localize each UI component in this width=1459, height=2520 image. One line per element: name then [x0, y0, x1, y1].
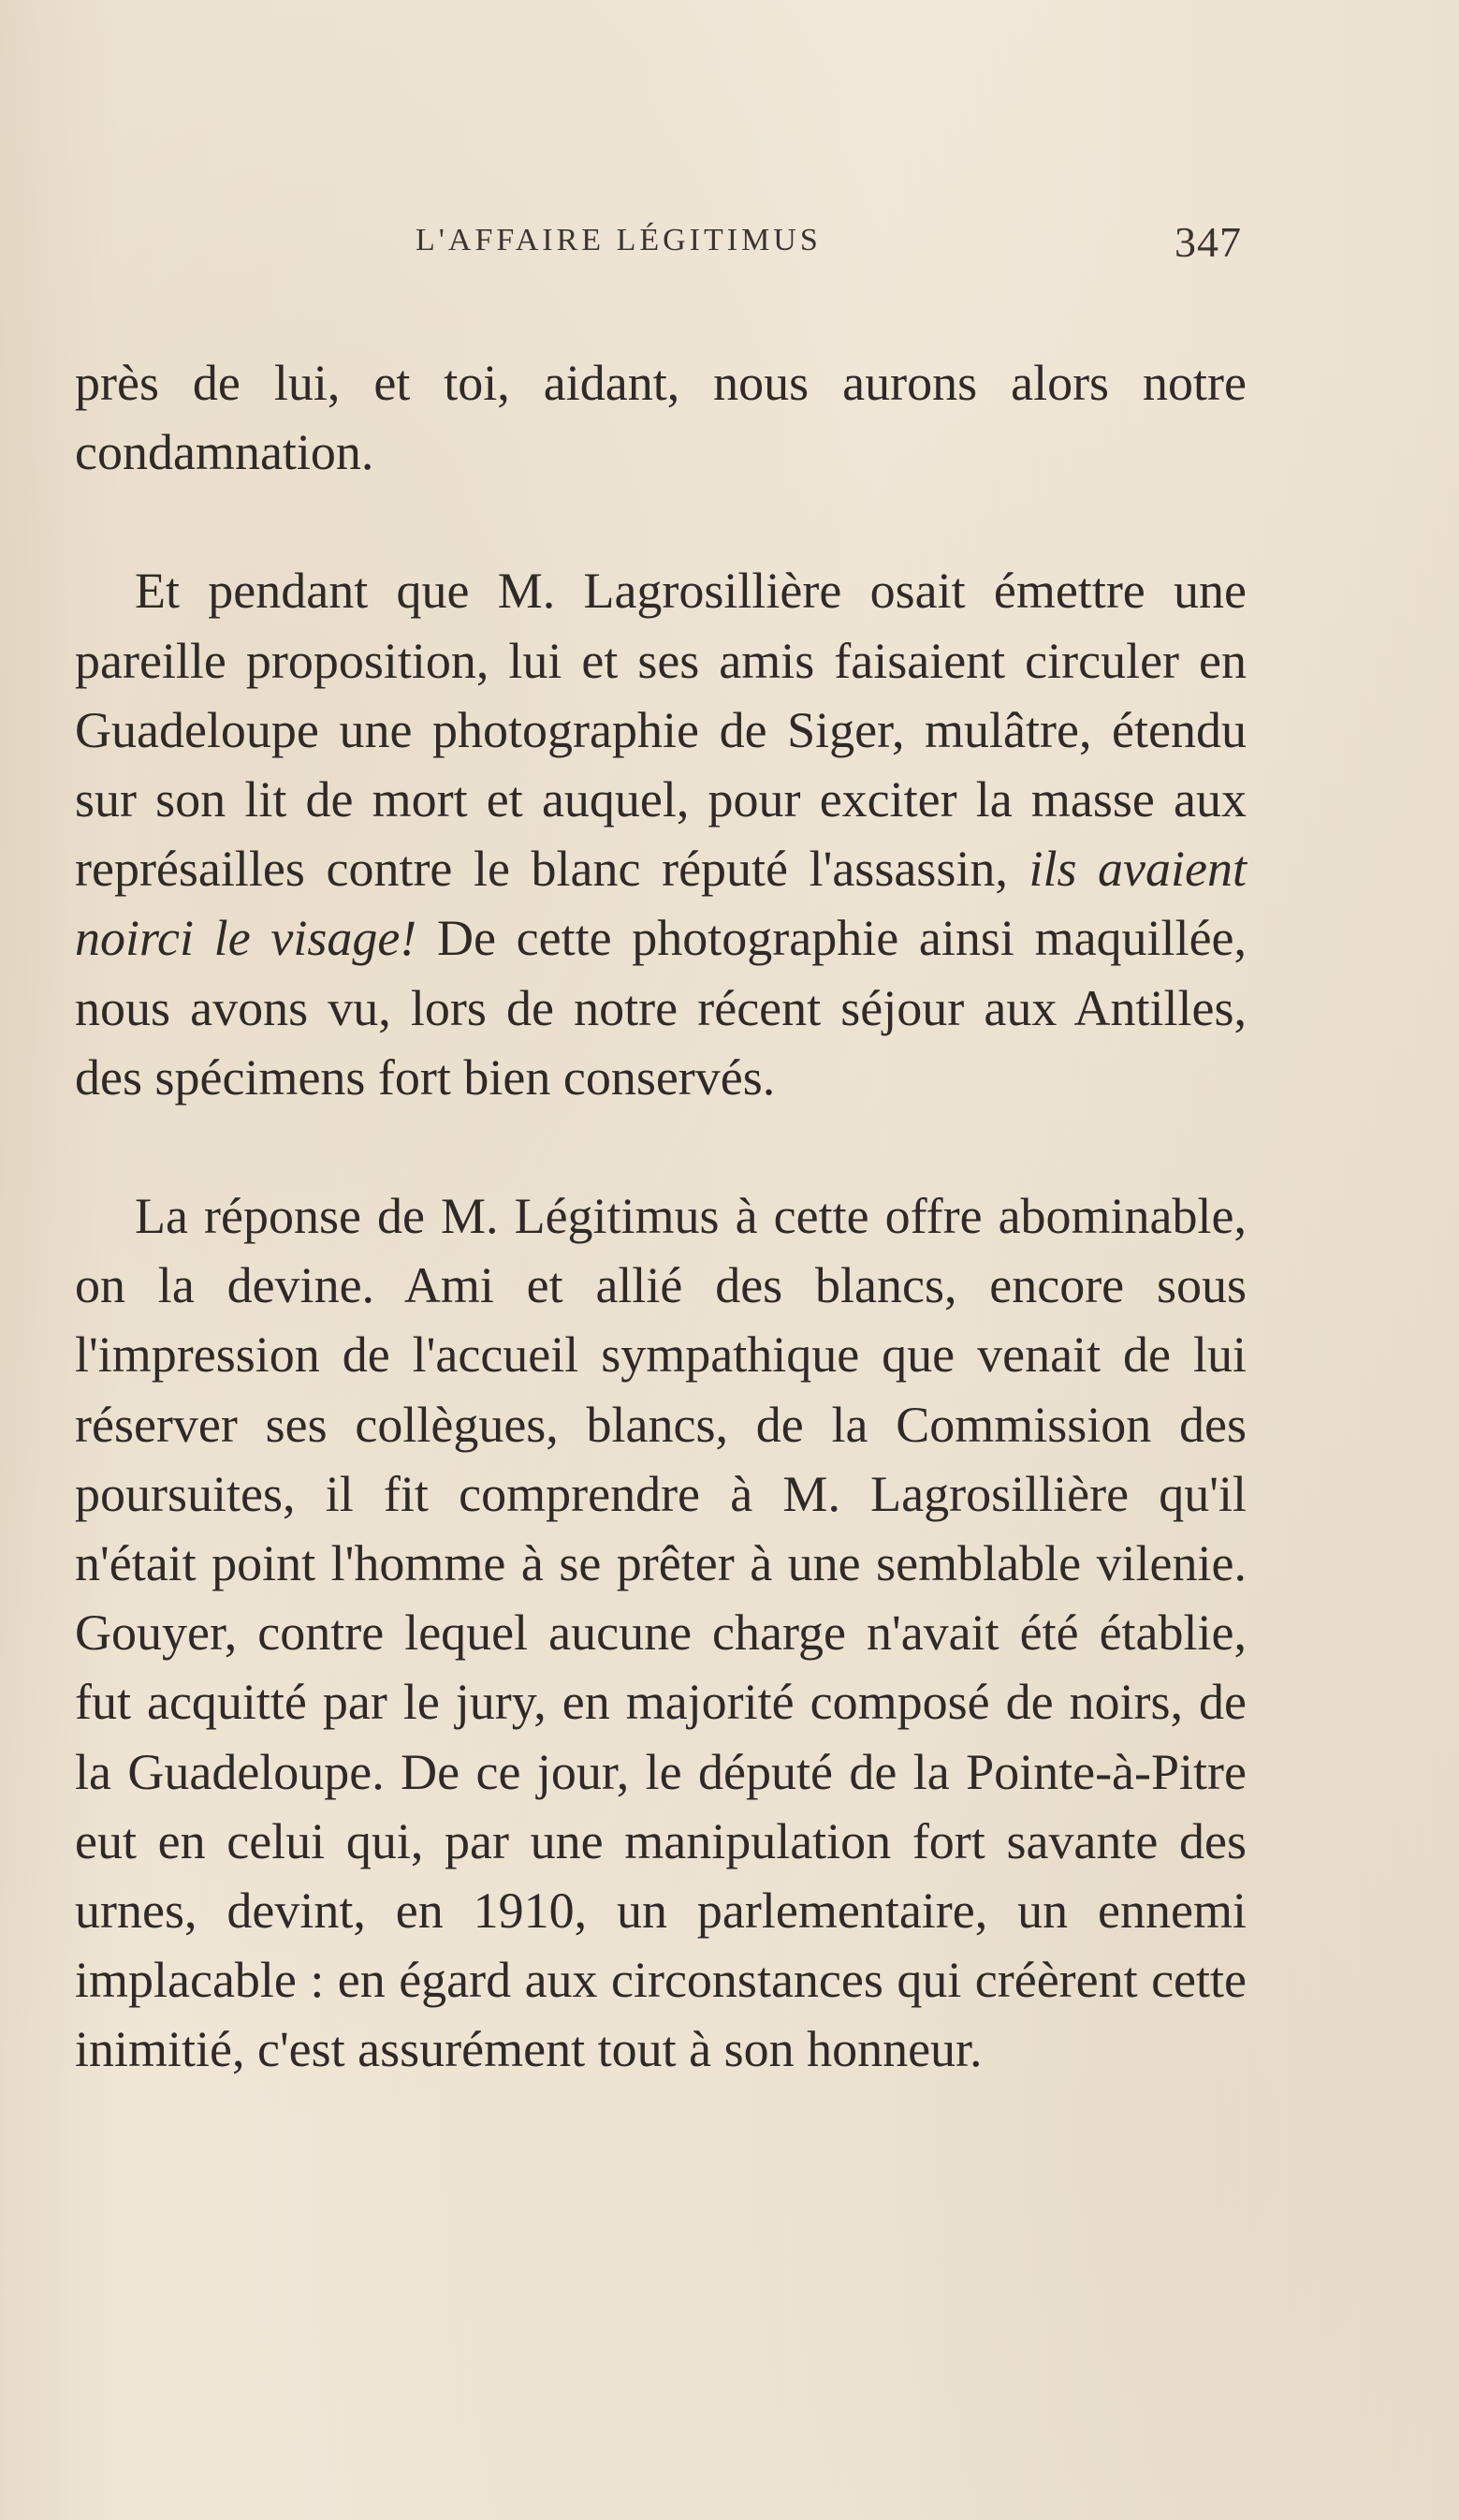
- body-text: [75, 348, 1247, 2085]
- paragraph-2: [75, 556, 1247, 1112]
- paragraph-2-italic: ils avaient noirci le visage!: [75, 841, 1247, 967]
- paragraph-2-end: De cette photographie ainsi maquillée, nous avons vu, lors de notre récent séjour aux Antilles, des spécimens fort bien conservés.: [75, 910, 1247, 1106]
- paragraph-gap: [75, 487, 1247, 556]
- running-header: [0, 218, 1459, 279]
- page-number: 347: [1174, 218, 1242, 266]
- paragraph-3: La réponse de M. Légitimus à cette offre abominable, on la devine. Ami et allié des blancs, encore sous l'impression de l'accueil sympathique que venait de lui réserver ses collègues, blancs, de la Commission des poursuites, il fit comprendre à M. Lagrosillière qu'il n'était point l'homme à se prêter à une semblable vilenie. Gouyer, contre lequel aucune charge n'avait été établie, fut acquitté par le jury, en majorité composé de noirs, de la Guadeloupe. De ce jour, le député de la Pointe-à-Pitre eut en celui qui, par une manipulation fort savante des urnes, devint, en 1910, un parlementaire, un ennemi implacable : en égard aux circonstances qui créèrent cette inimitié, c'est assurément tout à son honneur.: [75, 1188, 1247, 2078]
- paragraph-gap: [75, 1112, 1247, 1181]
- running-title: L'AFFAIRE LÉGITIMUS: [416, 223, 822, 257]
- paragraph-2-start: Et pendant que M. Lagrosillière osait émettre une pareille proposition, lui et ses amis faisaient circuler en Guadeloupe une photographie de Siger, mulâtre, étendu sur son lit de mort et auquel, pour exciter la masse aux représailles contre le blanc réputé l'assassin,: [75, 563, 1247, 898]
- paragraph-1: près de lui, et toi, aidant, nous aurons alors notre condamnation.: [75, 355, 1247, 481]
